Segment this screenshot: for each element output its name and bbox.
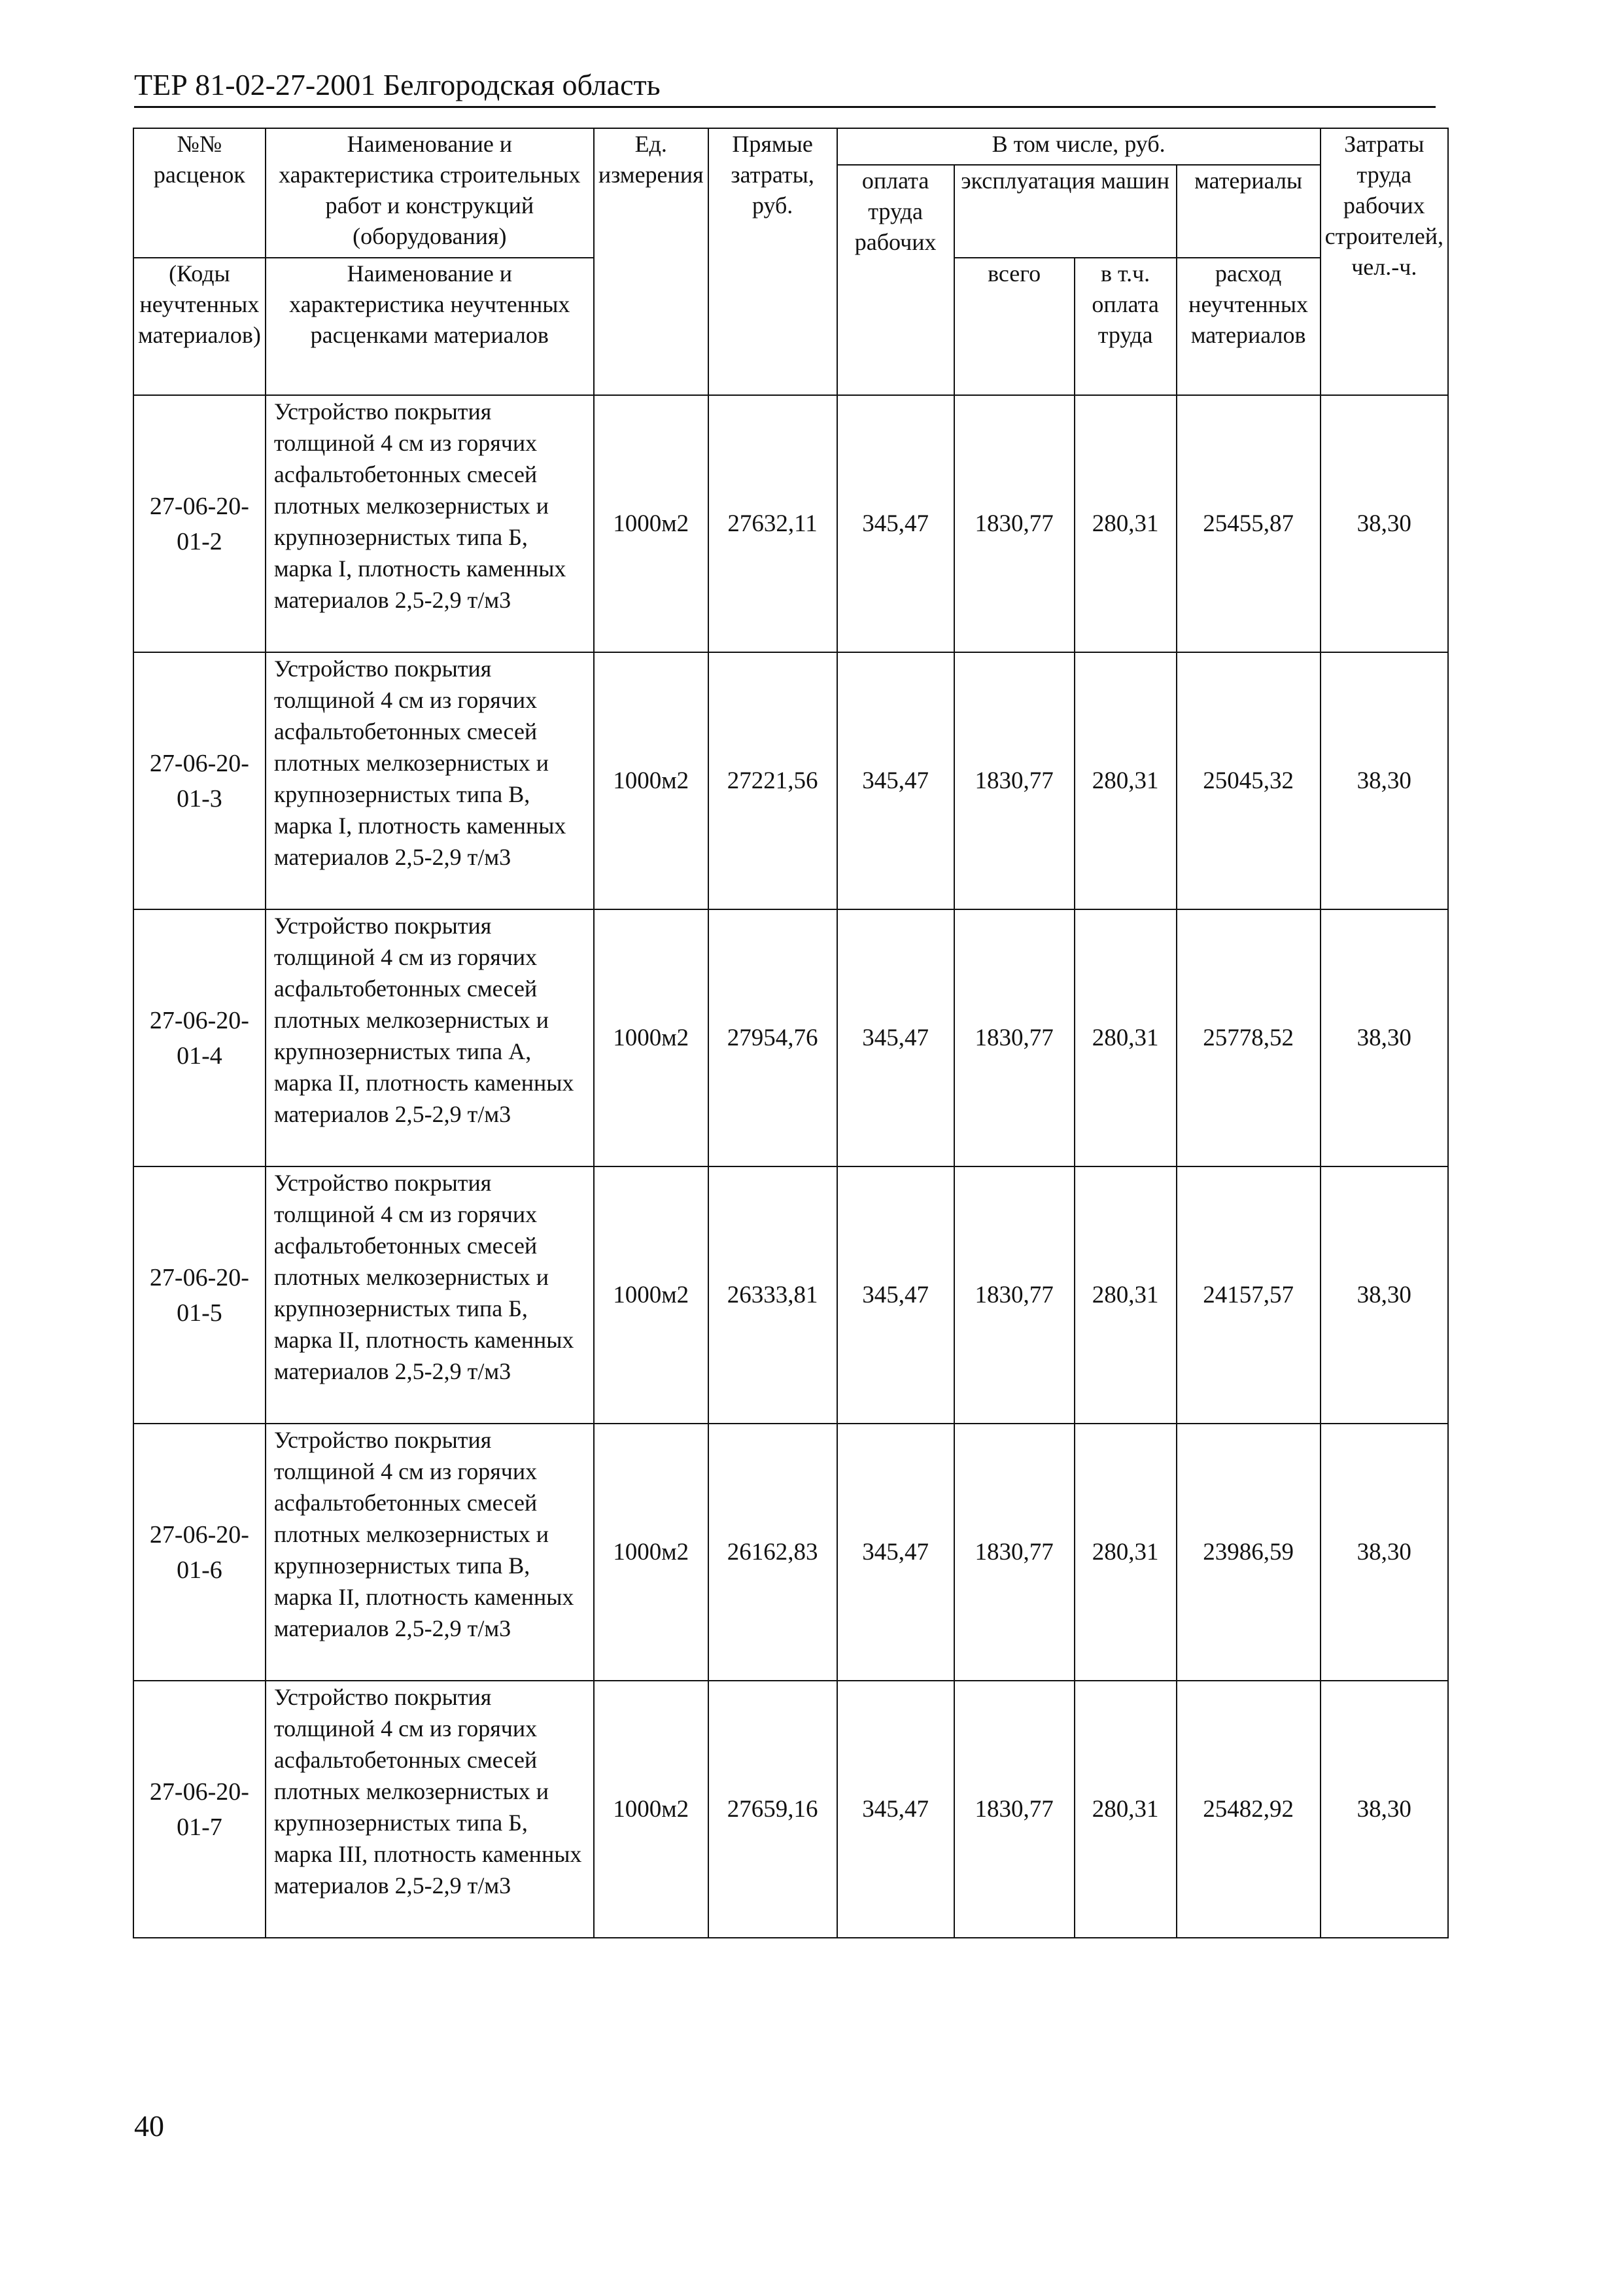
rate-labor: 38,30 <box>1321 652 1448 909</box>
rate-machines-wages: 280,31 <box>1075 1166 1177 1424</box>
rate-wages: 345,47 <box>837 909 954 1166</box>
rate-machines-wages: 280,31 <box>1075 909 1177 1166</box>
header-materials-cell: материалы <box>1177 165 1321 258</box>
rate-unit: 1000м2 <box>594 1424 708 1681</box>
rate-wages: 345,47 <box>837 1681 954 1938</box>
rate-machines-total: 1830,77 <box>954 1424 1075 1681</box>
header-code-subcell: (Коды неучтенных материалов) <box>133 258 266 395</box>
table-row <box>133 395 1448 652</box>
rate-labor: 38,30 <box>1321 1681 1448 1938</box>
header-machines-wages-cell: в т.ч. оплата труда <box>1075 258 1177 395</box>
table-header-row <box>133 128 1448 165</box>
rates-table <box>133 128 1449 1938</box>
rate-direct-cost: 26162,83 <box>708 1424 837 1681</box>
header-materials-extra-cell: расход неучтенных материалов <box>1177 258 1321 395</box>
header-incl-group: В том числе, руб. <box>837 128 1321 165</box>
rate-description: Устройство покрытия толщиной 4 см из горячих асфальтобетонных смесей плотных мелкозернистых и крупнозернистых типа Б, марка III, плотность каменных материалов 2,5-2,9 т/м3 <box>266 1681 594 1938</box>
table-row <box>133 1424 1448 1681</box>
rate-machines-wages: 280,31 <box>1075 395 1177 652</box>
rate-code: 27-06-20-01-6 <box>133 1424 266 1681</box>
rate-unit: 1000м2 <box>594 652 708 909</box>
table-row <box>133 652 1448 909</box>
rate-code: 27-06-20-01-4 <box>133 909 266 1166</box>
header-name-subcell: Наименование и характеристика неучтенных расценками материалов <box>266 258 594 395</box>
rate-unit: 1000м2 <box>594 909 708 1166</box>
rate-machines-wages: 280,31 <box>1075 1681 1177 1938</box>
rate-unit: 1000м2 <box>594 395 708 652</box>
rate-direct-cost: 26333,81 <box>708 1166 837 1424</box>
rate-labor: 38,30 <box>1321 1424 1448 1681</box>
rate-materials: 25482,92 <box>1177 1681 1321 1938</box>
rate-wages: 345,47 <box>837 652 954 909</box>
rate-description: Устройство покрытия толщиной 4 см из горячих асфальтобетонных смесей плотных мелкозернистых и крупнозернистых типа Б, марка I, плотность каменных материалов 2,5-2,9 т/м3 <box>266 395 594 652</box>
rate-materials: 25455,87 <box>1177 395 1321 652</box>
header-name-cell: Наименование и характеристика строительных работ и конструкций (оборудования) <box>266 128 594 258</box>
rate-code: 27-06-20-01-2 <box>133 395 266 652</box>
header-direct-cell: Прямые затраты, руб. <box>708 128 837 395</box>
rate-machines-total: 1830,77 <box>954 1166 1075 1424</box>
page-header-title: ТЕР 81-02-27-2001 Белгородская область <box>134 65 1436 108</box>
header-machines-total-cell: всего <box>954 258 1075 395</box>
rate-machines-wages: 280,31 <box>1075 1424 1177 1681</box>
rate-unit: 1000м2 <box>594 1681 708 1938</box>
rate-machines-total: 1830,77 <box>954 652 1075 909</box>
rate-machines-total: 1830,77 <box>954 909 1075 1166</box>
rate-materials: 25778,52 <box>1177 909 1321 1166</box>
rate-direct-cost: 27632,11 <box>708 395 837 652</box>
rate-description: Устройство покрытия толщиной 4 см из горячих асфальтобетонных смесей плотных мелкозернистых и крупнозернистых типа А, марка II, плотность каменных материалов 2,5-2,9 т/м3 <box>266 909 594 1166</box>
rate-labor: 38,30 <box>1321 909 1448 1166</box>
table-row <box>133 1681 1448 1938</box>
page-number: 40 <box>134 2109 164 2143</box>
header-unit-cell: Ед. измерения <box>594 128 708 395</box>
rate-labor: 38,30 <box>1321 395 1448 652</box>
rate-wages: 345,47 <box>837 1424 954 1681</box>
rate-machines-total: 1830,77 <box>954 395 1075 652</box>
rate-unit: 1000м2 <box>594 1166 708 1424</box>
rate-materials: 24157,57 <box>1177 1166 1321 1424</box>
rate-code: 27-06-20-01-7 <box>133 1681 266 1938</box>
header-labor-cell: Затраты труда рабочих строителей, чел.-ч. <box>1321 128 1448 395</box>
rate-direct-cost: 27659,16 <box>708 1681 837 1938</box>
header-code-cell: №№ расценок <box>133 128 266 258</box>
rate-description: Устройство покрытия толщиной 4 см из горячих асфальтобетонных смесей плотных мелкозернистых и крупнозернистых типа В, марка II, плотность каменных материалов 2,5-2,9 т/м3 <box>266 1424 594 1681</box>
rate-code: 27-06-20-01-5 <box>133 1166 266 1424</box>
rate-materials: 25045,32 <box>1177 652 1321 909</box>
header-wages-cell: оплата труда рабочих <box>837 165 954 395</box>
rate-description: Устройство покрытия толщиной 4 см из горячих асфальтобетонных смесей плотных мелкозернистых и крупнозернистых типа В, марка I, плотность каменных материалов 2,5-2,9 т/м3 <box>266 652 594 909</box>
header-machines-group: эксплуатация машин <box>954 165 1177 258</box>
rate-materials: 23986,59 <box>1177 1424 1321 1681</box>
rate-description: Устройство покрытия толщиной 4 см из горячих асфальтобетонных смесей плотных мелкозернистых и крупнозернистых типа Б, марка II, плотность каменных материалов 2,5-2,9 т/м3 <box>266 1166 594 1424</box>
rate-code: 27-06-20-01-3 <box>133 652 266 909</box>
table-row <box>133 1166 1448 1424</box>
rate-direct-cost: 27221,56 <box>708 652 837 909</box>
rate-wages: 345,47 <box>837 395 954 652</box>
rate-labor: 38,30 <box>1321 1166 1448 1424</box>
rate-direct-cost: 27954,76 <box>708 909 837 1166</box>
rate-machines-wages: 280,31 <box>1075 652 1177 909</box>
rate-wages: 345,47 <box>837 1166 954 1424</box>
table-row <box>133 909 1448 1166</box>
rate-machines-total: 1830,77 <box>954 1681 1075 1938</box>
